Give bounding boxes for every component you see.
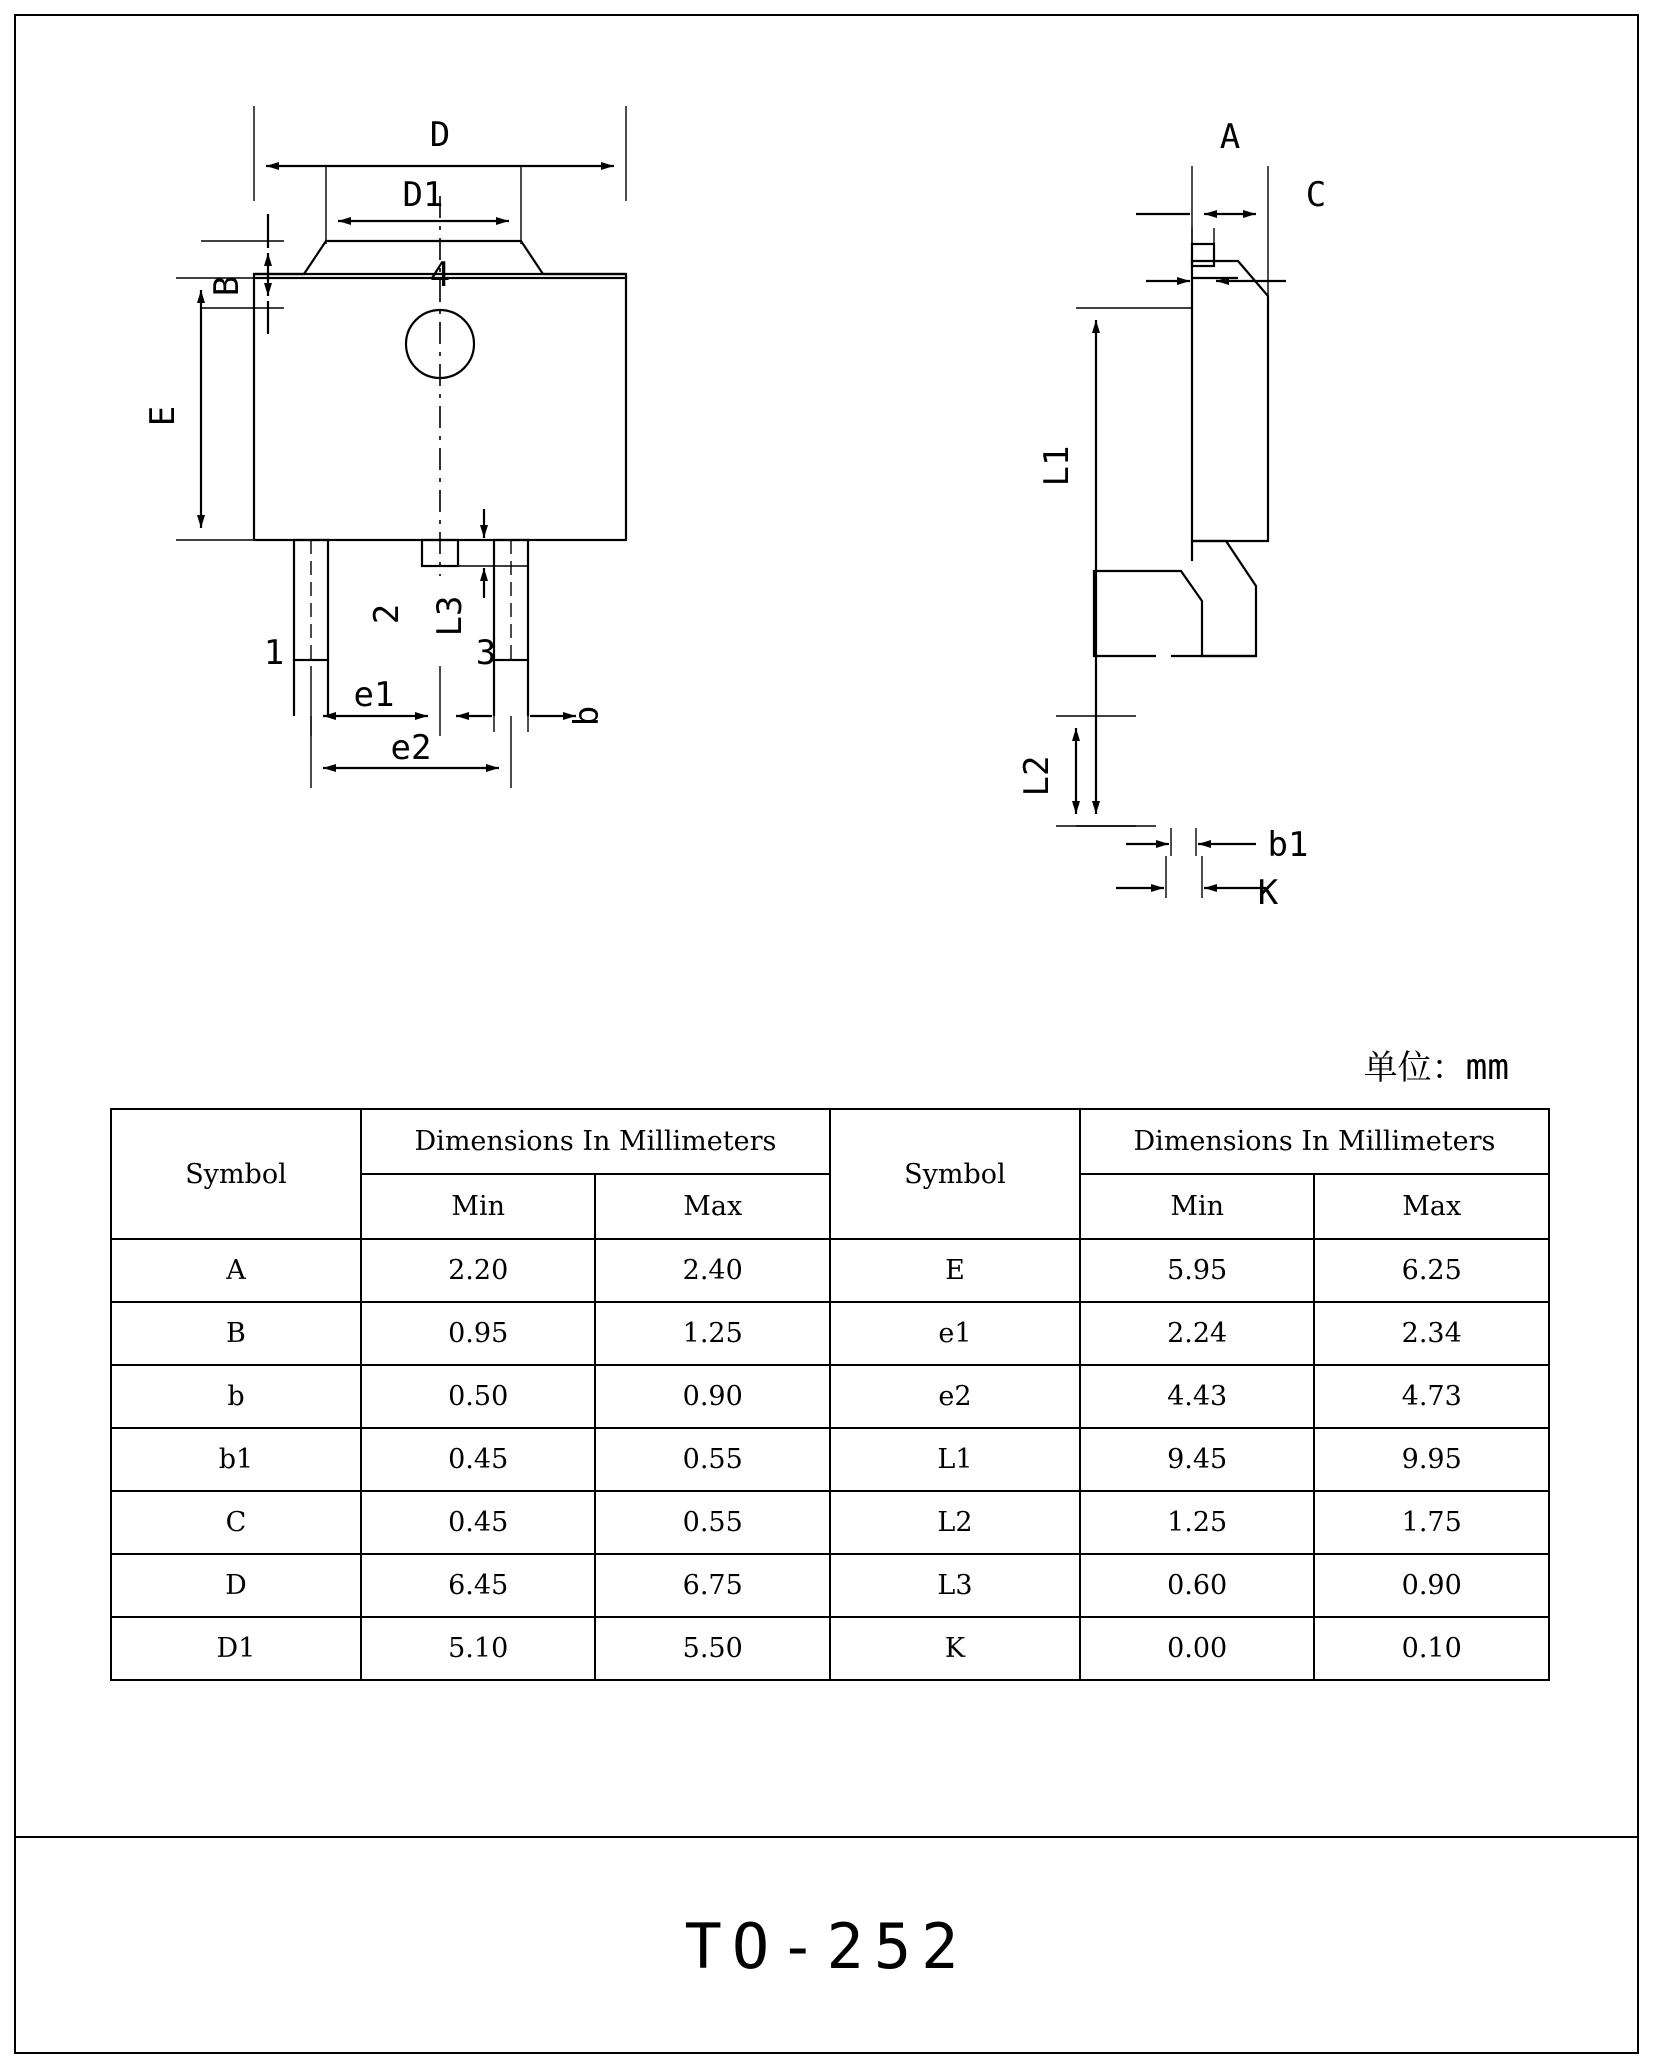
- cell-min-left: 0.95: [361, 1302, 596, 1365]
- label-L1: L1: [1037, 445, 1077, 487]
- dimensions-table-body: [111, 1239, 1549, 1680]
- units-note-unit: mm: [1465, 1047, 1509, 1088]
- table-row: [111, 1365, 1549, 1428]
- label-A: A: [1219, 117, 1241, 157]
- title-block: [16, 1836, 1637, 2054]
- cell-symbol-left: b1: [111, 1428, 361, 1491]
- dimensions-table-wrapper: [110, 1108, 1550, 1681]
- table-row: [111, 1302, 1549, 1365]
- cell-min-left: 2.20: [361, 1239, 596, 1302]
- cell-max-right: 2.34: [1314, 1302, 1549, 1365]
- cell-max-left: 5.50: [595, 1617, 830, 1680]
- label-e1: e1: [353, 675, 395, 715]
- cell-symbol-left: b: [111, 1365, 361, 1428]
- table-header-row-1: [111, 1109, 1549, 1174]
- cell-symbol-right: L1: [830, 1428, 1080, 1491]
- label-B: B: [207, 275, 247, 297]
- header-min-right: Min: [1080, 1174, 1315, 1239]
- cell-min-right: 1.25: [1080, 1491, 1315, 1554]
- cell-symbol-right: L3: [830, 1554, 1080, 1617]
- label-pin-1: 1: [263, 633, 285, 673]
- label-E: E: [143, 405, 183, 427]
- cell-min-right: 0.00: [1080, 1617, 1315, 1680]
- label-L3: L3: [430, 595, 470, 637]
- label-pin-2: 2: [367, 603, 407, 625]
- cell-max-left: 0.90: [595, 1365, 830, 1428]
- package-outline-drawing: [16, 16, 1637, 1116]
- cell-min-left: 6.45: [361, 1554, 596, 1617]
- cell-min-left: 5.10: [361, 1617, 596, 1680]
- cell-max-left: 0.55: [595, 1491, 830, 1554]
- cell-symbol-left: C: [111, 1491, 361, 1554]
- header-min-left: Min: [361, 1174, 596, 1239]
- cell-min-right: 2.24: [1080, 1302, 1315, 1365]
- label-C: C: [1305, 175, 1327, 215]
- cell-symbol-left: A: [111, 1239, 361, 1302]
- header-group-right: Dimensions In Millimeters: [1080, 1109, 1549, 1174]
- cell-max-left: 1.25: [595, 1302, 830, 1365]
- cell-min-right: 9.45: [1080, 1428, 1315, 1491]
- cell-max-right: 1.75: [1314, 1491, 1549, 1554]
- cell-symbol-right: e1: [830, 1302, 1080, 1365]
- cell-max-right: 4.73: [1314, 1365, 1549, 1428]
- table-row: [111, 1239, 1549, 1302]
- header-group-left: Dimensions In Millimeters: [361, 1109, 830, 1174]
- cell-symbol-left: D: [111, 1554, 361, 1617]
- cell-symbol-right: e2: [830, 1365, 1080, 1428]
- label-D: D: [429, 115, 451, 155]
- header-max-right: Max: [1314, 1174, 1549, 1239]
- cell-max-right: 0.10: [1314, 1617, 1549, 1680]
- table-row: [111, 1617, 1549, 1680]
- units-note-prefix: 单位：: [1363, 1048, 1466, 1088]
- cell-min-right: 4.43: [1080, 1365, 1315, 1428]
- label-K: K: [1257, 873, 1279, 913]
- cell-min-right: 0.60: [1080, 1554, 1315, 1617]
- dimensions-table: [110, 1108, 1550, 1681]
- cell-min-left: 0.50: [361, 1365, 596, 1428]
- label-pin-4: 4: [429, 255, 451, 295]
- label-pin-3: 3: [475, 633, 497, 673]
- cell-symbol-left: B: [111, 1302, 361, 1365]
- table-row: [111, 1554, 1549, 1617]
- cell-symbol-right: L2: [830, 1491, 1080, 1554]
- package-name: TO-252: [684, 1909, 969, 1983]
- label-b: b: [567, 705, 607, 727]
- units-note: [1364, 1040, 1509, 1089]
- cell-symbol-left: D1: [111, 1617, 361, 1680]
- cell-symbol-right: E: [830, 1239, 1080, 1302]
- header-symbol-right: Symbol: [830, 1109, 1080, 1239]
- cell-max-left: 0.55: [595, 1428, 830, 1491]
- header-max-left: Max: [595, 1174, 830, 1239]
- cell-max-left: 6.75: [595, 1554, 830, 1617]
- table-row: [111, 1491, 1549, 1554]
- cell-max-right: 6.25: [1314, 1239, 1549, 1302]
- label-b1: b1: [1267, 825, 1309, 865]
- cell-max-left: 2.40: [595, 1239, 830, 1302]
- cell-min-left: 0.45: [361, 1428, 596, 1491]
- cell-max-right: 0.90: [1314, 1554, 1549, 1617]
- table-row: [111, 1428, 1549, 1491]
- label-e2: e2: [390, 728, 432, 768]
- cell-min-left: 0.45: [361, 1491, 596, 1554]
- cell-max-right: 9.95: [1314, 1428, 1549, 1491]
- label-L2: L2: [1017, 755, 1057, 797]
- label-D1: D1: [402, 175, 444, 215]
- cell-symbol-right: K: [830, 1617, 1080, 1680]
- cell-min-right: 5.95: [1080, 1239, 1315, 1302]
- header-symbol-left: Symbol: [111, 1109, 361, 1239]
